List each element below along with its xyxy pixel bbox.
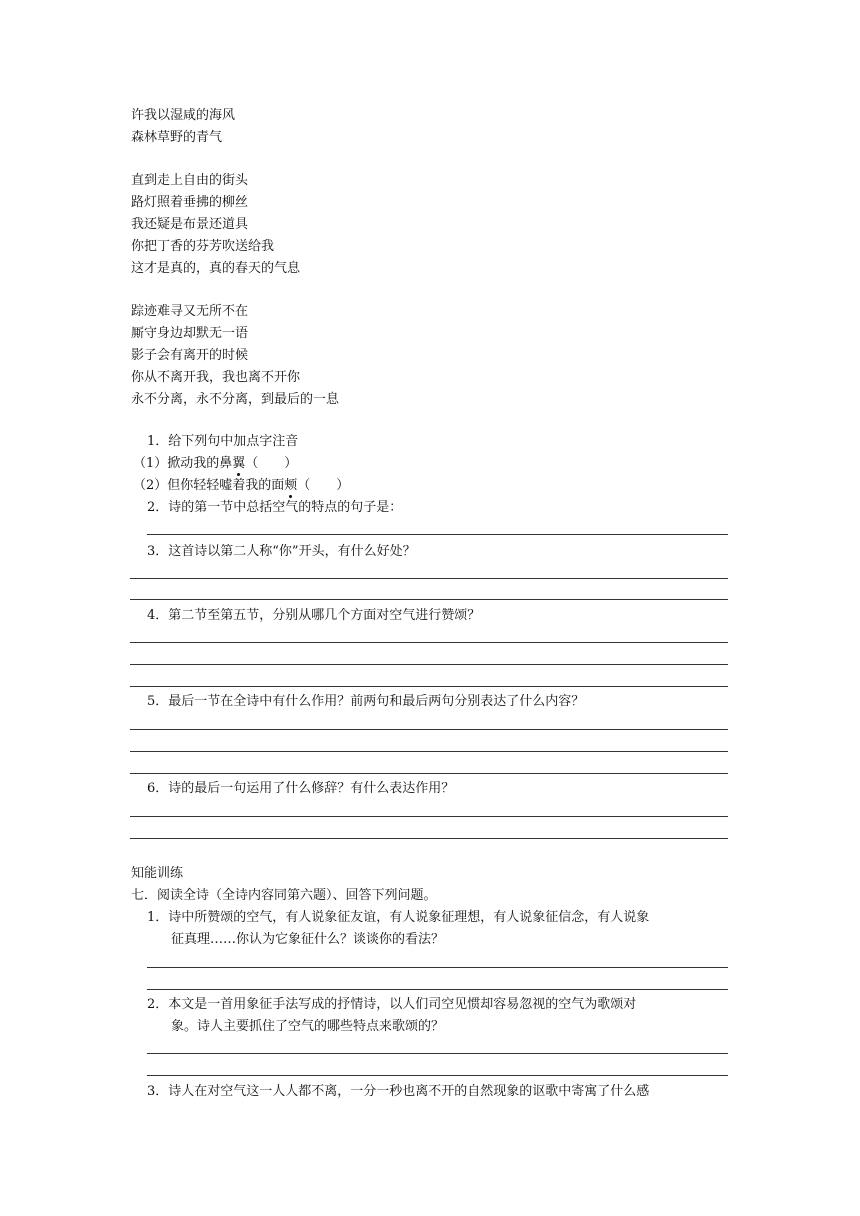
poem-line: 我还疑是布景还道具 <box>131 217 249 232</box>
question-5: 5．最后一节在全诗中有什么作用？前两句和最后两句分别表达了什么内容？ <box>147 694 585 709</box>
training-question-1: 1．诗中所赞颂的空气，有人说象征友谊，有人说象征理想，有人说象征信念，有人说象 <box>147 910 650 925</box>
question-2: 2．诗的第一节中总括空气的特点的句子是： <box>147 500 403 515</box>
answer-blank[interactable]: （ ） <box>297 478 350 493</box>
answer-line[interactable] <box>130 729 728 730</box>
answer-line[interactable] <box>130 773 728 774</box>
question-1a-text: （1）掀动我的鼻 <box>133 456 233 471</box>
training-question-2: 2．本文是一首用象征手法写成的抒情诗，以人们司空见惯却容易忽视的空气为歌颂对 <box>147 997 637 1012</box>
poem-line: 厮守身边却默无一语 <box>131 326 249 341</box>
poem-line: 森林草野的青气 <box>131 130 223 145</box>
training-question-1-cont: 征真理……你认为它象征什么？谈谈你的看法？ <box>171 932 445 947</box>
training-question-3: 3．诗人在对空气这一人人都不离，一分一秒也离不开的自然现象的讴歌中寄寓了什么感 <box>147 1084 650 1099</box>
poem-line: 永不分离，永不分离，到最后的一息 <box>131 392 340 407</box>
answer-line[interactable] <box>147 1075 728 1076</box>
poem-line: 这才是真的，真的春天的气息 <box>131 261 301 276</box>
question-1: 1．给下列句中加点字注音 <box>147 434 299 449</box>
dotted-character: 翼 <box>232 456 246 471</box>
answer-line[interactable] <box>147 534 728 535</box>
question-1b-text: （2）但你轻轻嘘着我的面 <box>133 478 285 493</box>
question-3: 3．这首诗以第二人称“你”开头，有什么好处？ <box>147 544 416 559</box>
answer-line[interactable] <box>130 578 728 579</box>
training-question-2-cont: 象。诗人主要抓住了空气的哪些特点来歌颂的？ <box>171 1019 445 1034</box>
poem-line: 影子会有离开的时候 <box>131 348 249 363</box>
answer-blank[interactable]: （ ） <box>245 456 298 471</box>
answer-line[interactable] <box>130 838 728 839</box>
answer-line[interactable] <box>130 751 728 752</box>
section-instruction: 七．阅读全诗（全诗内容同第六题）、回答下列问题。 <box>131 888 437 903</box>
poem-line: 你从不离开我，我也离不开你 <box>131 370 301 385</box>
question-1b <box>133 477 349 495</box>
question-1a <box>133 455 297 473</box>
poem-line: 直到走上自由的街头 <box>131 173 249 188</box>
poem-line: 踪迹难寻又无所不在 <box>131 304 249 319</box>
answer-line[interactable] <box>147 967 728 968</box>
answer-line[interactable] <box>147 1053 728 1054</box>
answer-line[interactable] <box>147 989 728 990</box>
question-6: 6．诗的最后一句运用了什么修辞？有什么表达作用？ <box>147 781 455 796</box>
answer-line[interactable] <box>130 664 728 665</box>
section-heading: 知能训练 <box>131 866 184 881</box>
poem-line: 许我以湿咸的海风 <box>131 108 236 123</box>
answer-line[interactable] <box>130 599 728 600</box>
poem-line: 路灯照着垂拂的柳丝 <box>131 195 249 210</box>
answer-line[interactable] <box>130 686 728 687</box>
answer-line[interactable] <box>130 816 728 817</box>
answer-line[interactable] <box>130 642 728 643</box>
question-4: 4．第二节至第五节，分别从哪几个方面对空气进行赞颂？ <box>147 608 481 623</box>
poem-line: 你把丁香的芬芳吹送给我 <box>131 239 275 254</box>
dotted-character: 颊 <box>284 478 298 493</box>
